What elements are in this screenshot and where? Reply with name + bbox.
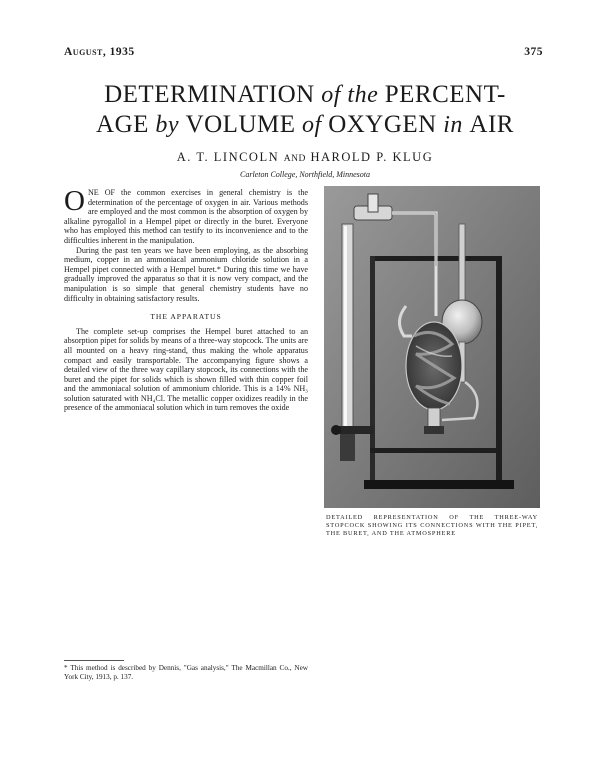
title-connector: by (148, 112, 186, 138)
title-word: DETERMINATION (104, 81, 315, 108)
title-connector: in (436, 112, 470, 138)
title-connector: of the (314, 82, 385, 108)
footnote (64, 660, 308, 682)
paragraph-3: The complete set-up comprises the Hempel buret attached to an absorption pipet for solids by means of a three-way stopcock. The units are all mounted on a heavy ring-stand, thus making the whole apparatus compact and easily transportable. The accompanying figure shows a detailed view of the three way capillary stopcock, its connections with the buret and the pipet for solids which is shown filled with thin copper foil and the ammoniacal solution of ammonium chloride. This is a 14% NH₃ solution saturated with NH₄Cl. The metallic copper oxidizes readily in the presence of the ammoniacal solution which in turn removes the oxide (64, 326, 308, 413)
footnote-rule (64, 660, 124, 661)
author-and: AND (283, 154, 306, 164)
title-connector: of (295, 112, 329, 138)
paragraph-2: During the past ten years we have been employing, as the absorbing medium, copper in an ammoniacal ammonium chloride solution in a Hempel pipet connected with a Hempel buret.* During this time we have gradually improved the apparatus so that it is now very compact, and the manipulation is so simple that general chemistry students have no difficulty in obtaining satisfactory results. (64, 245, 308, 303)
title-word: VOLUME (185, 111, 296, 138)
running-head-date: August, 1935 (64, 46, 135, 58)
title-word: OXYGEN (328, 111, 437, 138)
paragraph-1 (64, 185, 308, 246)
footnote-text: * This method is described by Dennis, "Gas analysis," The Macmillan Co., New York City, 1913, p. 137. (64, 664, 308, 681)
title-word: AIR (469, 111, 514, 138)
author-2: HAROLD P. KLUG (310, 150, 434, 164)
body-column (64, 185, 308, 413)
title-word: AGE (96, 111, 149, 138)
paragraph-1-text: NE OF the common exercises in general chemistry is the determination of the percentage of oxygen in air. Various methods are employed and the most common is the absorption of oxygen by alkaline pyrogallol in a Hempel pipet or directly in the buret. Everyone who has employed this method can testify to its inconvenience and to the difficulties inherent in the manipulation. (64, 188, 308, 245)
article-title (60, 80, 550, 140)
page-number: 375 (524, 46, 543, 58)
author-1: A. T. LINCOLN (176, 150, 280, 164)
title-word: PERCENT- (384, 81, 506, 108)
authors (60, 150, 550, 165)
apparatus-illustration (324, 186, 540, 508)
section-heading: THE APPARATUS (150, 312, 222, 322)
apparatus-photo (324, 186, 540, 508)
affiliation: Carleton College, Northfield, Minnesota (240, 170, 370, 179)
drop-cap: O (64, 185, 85, 217)
figure-caption: DETAILED REPRESENTATION OF THE THREE-WAY STOPCOCK SHOWING ITS CONNECTIONS WITH THE PIPET, THE BURET, AND THE ATMOSPHERE (326, 514, 538, 537)
